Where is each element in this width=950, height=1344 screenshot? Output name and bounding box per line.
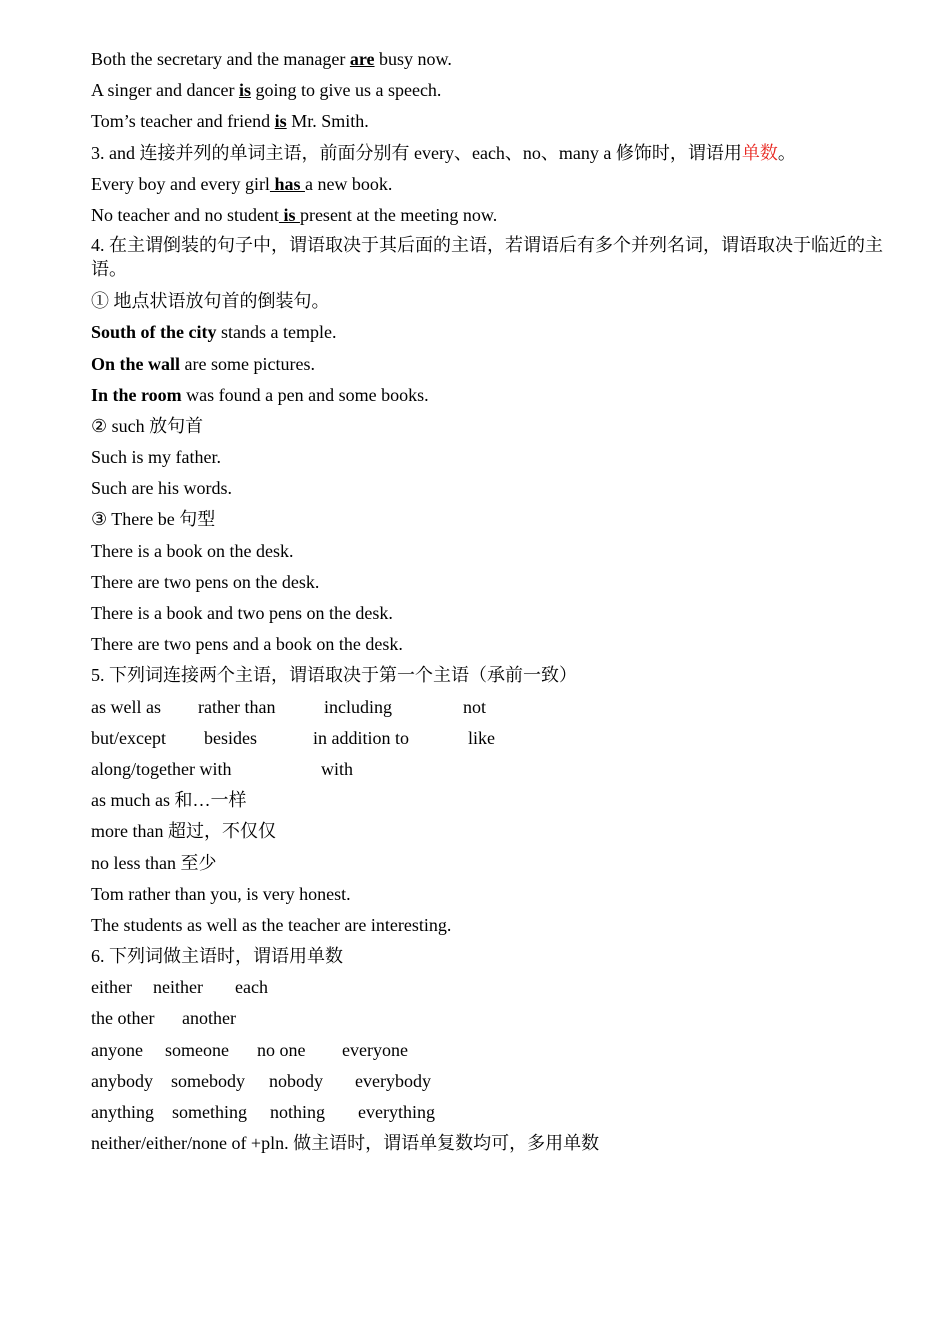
pronoun-list-row: either neither each [91, 977, 268, 998]
rule-heading-5: 5. 下列词连接两个主语，谓语取决于第一个主语（承前一致） [91, 665, 577, 686]
example-sentence: In the room was found a pen and some books. [91, 384, 429, 405]
example-sentence: There is a book on the desk. [91, 540, 294, 561]
word-list-row: as well as rather than including not [91, 696, 487, 717]
sub-heading: ② such 放句首 [91, 415, 204, 436]
phrase-definition: no less than 至少 [91, 852, 217, 873]
example-sentence: Every boy and every girl has a new book. [91, 173, 393, 194]
example-sentence: The students as well as the teacher are interesting. [91, 914, 452, 935]
example-sentence: There are two pens on the desk. [91, 571, 320, 592]
rule-heading-4: 4. 在主谓倒装的句子中，谓语取决于其后面的主语，若谓语后有多个并列名词，谓语取决于临近的主语。 [91, 235, 883, 280]
example-sentence: No teacher and no student is present at the meeting now. [91, 204, 498, 225]
example-sentence: A singer and dancer is going to give us a speech. [91, 80, 442, 101]
verb-highlight: is [238, 80, 251, 101]
sub-heading: ③ There be 句型 [91, 509, 216, 530]
pronoun-list-row: anyone someone no one everyone [91, 1039, 408, 1060]
example-sentence: South of the city stands a temple. [91, 322, 337, 343]
rule-note: neither/either/none of +pln. 做主语时，谓语单复数均可，多用单数 [91, 1133, 600, 1154]
example-sentence: Tom’s teacher and friend is Mr. Smith. [91, 111, 369, 132]
sub-heading: ① 地点状语放句首的倒装句。 [91, 291, 330, 312]
example-sentence: On the wall are some pictures. [91, 353, 315, 374]
rule-heading-3: 3. and 连接并列的单词主语，前面分别有 every、each、no、many a 修饰时，谓语用单数。 [91, 142, 796, 163]
example-sentence: Tom rather than you, is very honest. [91, 883, 351, 904]
word-list-row: along/together with with [91, 758, 354, 779]
verb-highlight: are [349, 49, 375, 69]
example-sentence: There is a book and two pens on the desk. [91, 603, 393, 623]
pronoun-list-row: anything something nothing everything [91, 1102, 435, 1122]
verb-highlight: is [274, 111, 287, 132]
document-page [91, 46, 901, 1161]
phrase-definition: more than 超过，不仅仅 [91, 821, 276, 842]
red-emphasis: 单数 [741, 142, 778, 163]
pronoun-list-row: the other another [91, 1008, 236, 1029]
rule-heading-6: 6. 下列词做主语时，谓语用单数 [91, 946, 343, 967]
example-sentence: There are two pens and a book on the desk. [91, 634, 403, 655]
example-sentence: Both the secretary and the manager are busy now. [91, 49, 452, 69]
example-sentence: Such are his words. [91, 478, 232, 499]
pronoun-list-row: anybody somebody nobody everybody [91, 1070, 431, 1091]
verb-highlight: is [278, 204, 300, 225]
example-sentence: Such is my father. [91, 447, 221, 468]
word-list-row: but/except besides in addition to like [91, 727, 495, 748]
verb-highlight: has [269, 173, 305, 194]
phrase-definition: as much as 和…一样 [91, 790, 247, 811]
